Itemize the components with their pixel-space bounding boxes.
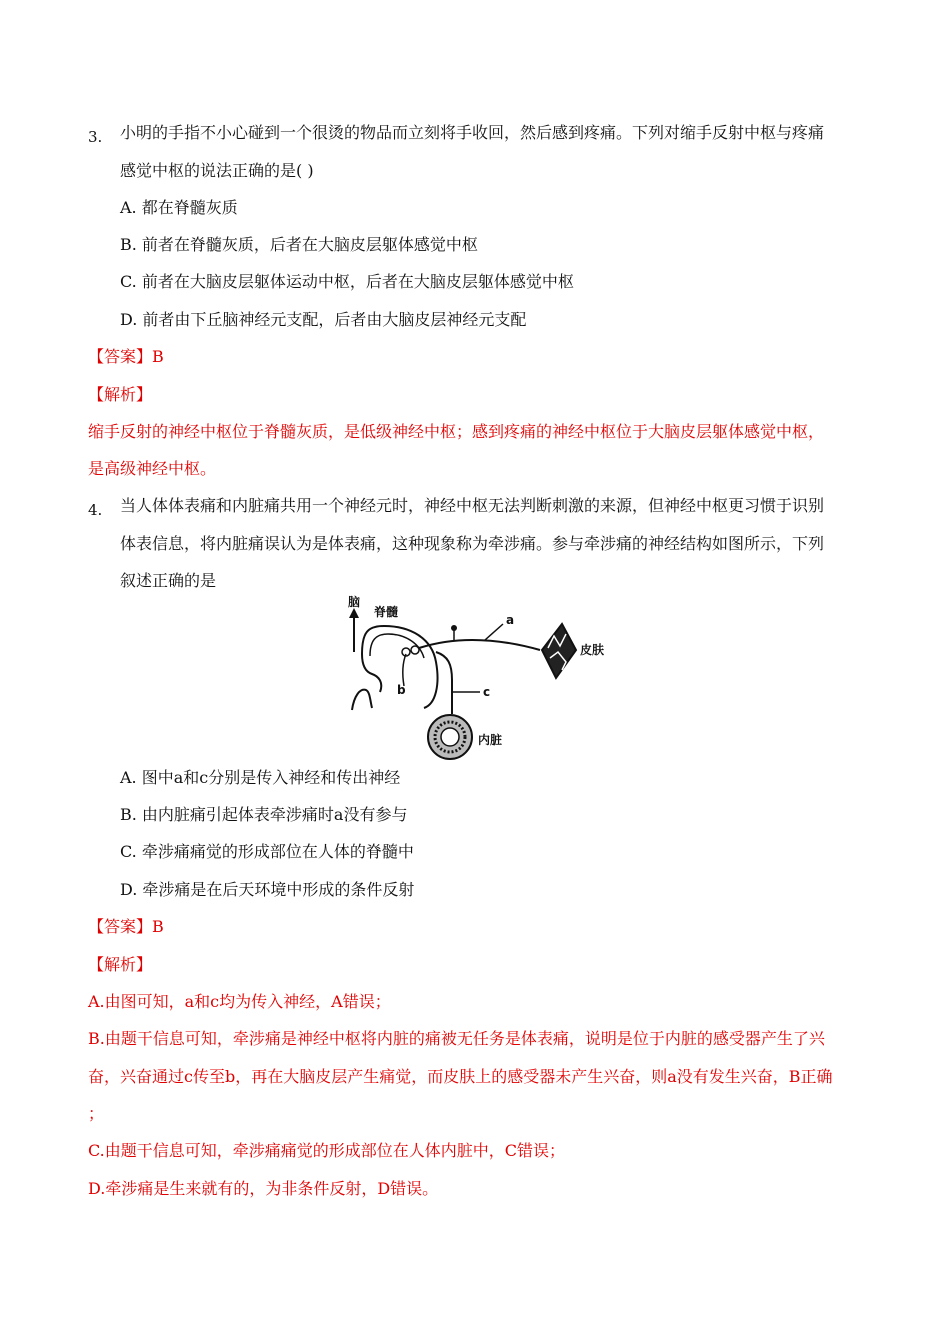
question-3-option-a: A. 都在脊髓灰质 (120, 198, 238, 217)
label-c: c (483, 685, 491, 699)
up-arrow-icon (349, 608, 359, 618)
question-3-number: 3. (88, 128, 103, 146)
question-3-analysis-line-1: 缩手反射的神经中枢位于脊髓灰质，是低级神经中枢；感到疼痛的神经中枢位于大脑皮层躯体感觉中枢， (88, 422, 825, 441)
question-3-option-d: D. 前者由下丘脑神经元支配，后者由大脑皮层神经元支配 (120, 310, 527, 329)
answer-value: B (152, 917, 164, 936)
skin-receptor (542, 624, 576, 678)
question-4-analysis-line-5: C.由题干信息可知，牵涉痛痛觉的形成部位在人体内脏中，C错误； (88, 1141, 566, 1160)
label-viscera: 内脏 (478, 733, 503, 747)
nerve-a-line (419, 640, 540, 650)
spinal-cord-lower-outline (362, 654, 381, 692)
nerve-a-pointer (485, 624, 503, 640)
posterior-root-outline (352, 690, 372, 710)
label-a: a (506, 613, 515, 627)
question-4-option-d: D. 牵涉痛是在后天环境中形成的条件反射 (120, 880, 415, 899)
question-3-analysis-line-2: 是高级神经中枢。 (88, 459, 217, 478)
answer-label: 【答案】 (88, 917, 153, 936)
question-4-answer (88, 917, 164, 937)
question-3-option-c: C. 前者在大脑皮层躯体运动中枢，后者在大脑皮层躯体感觉中枢 (120, 272, 574, 291)
question-3-analysis-label: 【解析】 (88, 385, 153, 404)
neuron-b-line (403, 654, 406, 686)
label-brain: 脑 (348, 595, 361, 609)
nerve-c-line (436, 652, 452, 714)
question-3-stem-line-1: 小明的手指不小心碰到一个很烫的物品而立刻将手收回，然后感到疼痛。下列对缩手反射中枢与疼痛 (120, 123, 825, 142)
question-3-answer (88, 347, 164, 367)
question-3-stem-line-2: 感觉中枢的说法正确的是( ) (120, 161, 314, 180)
ganglion-body (451, 625, 457, 631)
question-4-option-c: C. 牵涉痛痛觉的形成部位在人体的脊髓中 (120, 842, 414, 861)
question-3-option-b: B. 前者在脊髓灰质，后者在大脑皮层躯体感觉中枢 (120, 235, 478, 254)
synapse-2 (411, 646, 419, 654)
answer-label: 【答案】 (88, 347, 153, 366)
question-4-analysis-line-3: 奋，兴奋通过c传至b，再在大脑皮层产生痛觉，而皮肤上的感受器未产生兴奋，则a没有发生兴奋，B正确 (88, 1067, 833, 1086)
question-4-number: 4. (88, 501, 103, 519)
question-4-stem-line-3: 叙述正确的是 (120, 571, 217, 590)
question-4-analysis-line-1: A.由图可知，a和c均为传入神经，A错误； (88, 992, 391, 1011)
answer-value: B (152, 347, 164, 366)
question-4-option-a: A. 图中a和c分别是传入神经和传出神经 (120, 768, 401, 787)
question-4-analysis-line-6: D.牵涉痛是生来就有的，为非条件反射，D错误。 (88, 1179, 439, 1198)
question-4-analysis-line-2: B.由题干信息可知，牵涉痛是神经中枢将内脏的痛被无任务是体表痛，说明是位于内脏的感受器产生了兴 (88, 1029, 825, 1048)
question-4-stem-line-2: 体表信息，将内脏痛误认为是体表痛，这种现象称为牵涉痛。参与牵涉痛的神经结构如图所示，下列 (120, 534, 825, 553)
question-4-analysis-label: 【解析】 (88, 955, 153, 974)
question-4-analysis-line-4: ； (88, 1104, 105, 1123)
question-4-option-b: B. 由内脏痛引起体表牵涉痛时a没有参与 (120, 805, 408, 824)
label-spinal-cord: 脊髓 (374, 605, 399, 619)
question-4-stem-line-1: 当人体体表痛和内脏痛共用一个神经元时，神经中枢无法判断刺激的来源，但神经中枢更习惯于识别 (120, 496, 825, 515)
viscera-inner (441, 728, 459, 746)
label-skin: 皮肤 (580, 643, 605, 657)
referred-pain-nerve-diagram (340, 592, 610, 762)
label-b: b (397, 683, 406, 697)
